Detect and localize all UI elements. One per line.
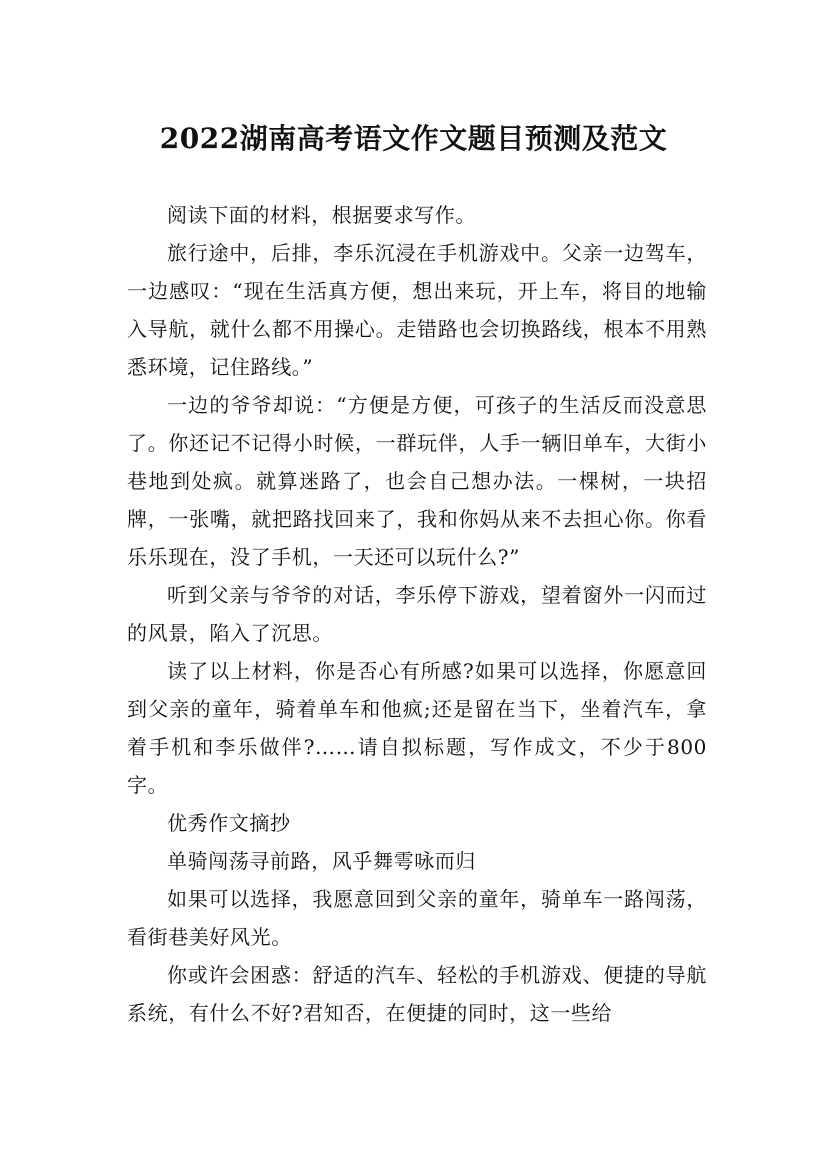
- essay-paragraph: 如果可以选择，我愿意回到父亲的童年，骑单车一路闯荡，看街巷美好风光。: [127, 887, 707, 949]
- paragraph-instruction: 阅读下面的材料，根据要求写作。: [167, 203, 476, 227]
- paragraph-material-reflection: 听到父亲与爷爷的对话，李乐停下游戏，望着窗外一闪而过的风景，陷入了沉思。: [127, 583, 707, 645]
- document-body: [127, 196, 707, 1032]
- essay-title: 单骑闯荡寻前路，风乎舞雩咏而归: [167, 849, 476, 873]
- page-title: 2022湖南高考语文作文题目预测及范文: [159, 121, 668, 155]
- essay-paragraph: 你或许会困惑：舒适的汽车、轻松的手机游戏、便捷的导航系统，有什么不好?君知否，在便捷的同时，这一些给: [127, 963, 707, 1025]
- paragraph-writing-prompt: 读了以上材料，你是否心有所感?如果可以选择，你愿意回到父亲的童年，骑着单车和他疯;还是留在当下，坐着汽车，拿着手机和李乐做伴?……请自拟标题，写作成文，不少于800字。: [127, 659, 707, 797]
- section-heading-excerpt: 优秀作文摘抄: [167, 811, 291, 835]
- paragraph-material-father: 旅行途中，后排，李乐沉浸在手机游戏中。父亲一边驾车，一边感叹：“现在生活真方便，想出来玩，开上车，将目的地输入导航，就什么都不用操心。走错路也会切换路线，根本不用熟悉环境，记住路线。”: [127, 241, 707, 379]
- paragraph-material-grandfather: 一边的爷爷却说：“方便是方便，可孩子的生活反而没意思了。你还记不记得小时候，一群玩伴，人手一辆旧单车，大街小巷地到处疯。就算迷路了，也会自己想办法。一棵树，一块招牌，一张嘴，就把路找回来了，我和你妈从来不去担心你。你看乐乐现在，没了手机，一天还可以玩什么?”: [127, 393, 707, 569]
